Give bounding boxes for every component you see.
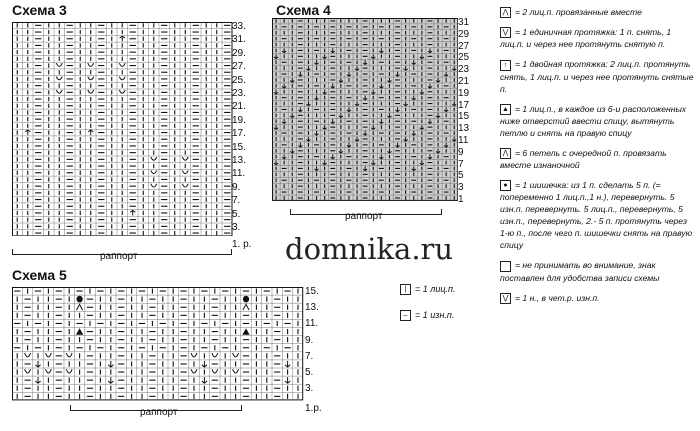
stitch-symbol (285, 377, 290, 383)
row-number: 11. (305, 318, 319, 330)
stitch-symbol (35, 361, 40, 367)
legend-text: = 1 двойная протяжка: 2 лиц.п. протянуть снять, 1 лиц.п. и через нее протянуть снятые п. (500, 59, 694, 94)
scheme3-rapport-label: раппорт (100, 251, 138, 262)
stitch-symbol (151, 170, 157, 173)
knit-icon: | (400, 284, 411, 295)
stitch-symbol (25, 369, 31, 373)
row-number: 25 (458, 52, 470, 64)
row-number: 7. (305, 350, 314, 362)
stitch-symbol (120, 36, 125, 41)
row-number: 7 (458, 158, 464, 170)
stitch-symbol (56, 77, 62, 80)
stitch-symbol (119, 63, 125, 66)
stitch-symbol (243, 296, 249, 303)
row-number: 15. (232, 141, 246, 153)
row-number: 21. (232, 101, 246, 113)
stitch-symbol (119, 90, 125, 93)
row-number: 13. (232, 155, 246, 166)
stitch-symbol (45, 369, 51, 373)
row-number: 33. (232, 21, 246, 32)
row-number: 7. (232, 195, 241, 207)
single-skp-icon: ⋁ (500, 27, 511, 38)
stitch-symbol (242, 328, 249, 334)
legend-text: = 1 н., в чет.р. изн.п. (515, 292, 600, 303)
stitch-symbol (88, 63, 94, 66)
legend-item-single-skp (500, 26, 695, 50)
row-number: 31 (458, 17, 470, 28)
row-number: 3. (305, 383, 314, 395)
mini-legend-purl (400, 310, 454, 321)
stitch-symbol (202, 377, 207, 383)
row-number: 3. (232, 222, 241, 233)
scheme3-grid (12, 22, 234, 236)
row-number: 5 (458, 170, 464, 182)
stitch-symbol (119, 77, 125, 80)
legend-text: = 1 единичная протяжка: 1 п. снять, 1 лиц.п. и через нее протянуть снятую п. (500, 27, 672, 50)
row-number: 29. (232, 47, 246, 59)
row-number: 19 (458, 87, 470, 99)
stitch-symbol (108, 361, 113, 367)
stitch-symbol (191, 369, 197, 373)
no-stitch-icon (500, 261, 511, 272)
legend-item-no-stitch (500, 259, 695, 283)
stitch-symbol (88, 77, 94, 80)
stitch-symbol (76, 296, 82, 303)
legend-item-bobble (500, 179, 695, 251)
stitch-symbol (202, 361, 207, 367)
stitch-symbol (66, 353, 72, 357)
row-number: 23 (458, 64, 470, 76)
row-number: 1 (458, 194, 464, 205)
scheme5-grid (12, 287, 304, 401)
row-number: 13 (458, 123, 470, 135)
row-number: 31. (232, 34, 246, 46)
stitch-symbol (191, 353, 197, 357)
legend-item-yarn-over-purl (500, 292, 695, 304)
row-number: 29 (458, 28, 470, 40)
scheme4-row-numbers (458, 18, 488, 208)
stitch-symbol (25, 130, 30, 135)
mini-legend-knit-text: = 1 лиц.п. (415, 284, 456, 294)
triangle-icon: ▲ (500, 104, 511, 115)
stitch-symbol (88, 90, 94, 93)
row-number: 5. (305, 367, 314, 378)
row-number: 5. (232, 208, 241, 220)
row-number: 21 (458, 76, 470, 87)
stitch-symbol (233, 353, 239, 357)
symbol-legend (500, 6, 695, 312)
stitch-symbol (151, 157, 157, 160)
row-number: 15 (458, 111, 470, 123)
stitch-symbol (182, 170, 188, 173)
stitch-symbol (182, 184, 188, 187)
legend-item-six-together (500, 147, 695, 171)
stitch-symbol (76, 304, 82, 310)
stitch-symbol (243, 304, 249, 310)
row-number: 27 (458, 40, 470, 52)
stitch-symbol (151, 184, 157, 187)
row-number: 17. (232, 128, 246, 140)
row-number: 3 (458, 182, 464, 194)
stitch-symbol (182, 157, 188, 160)
row-number: 19. (232, 114, 246, 126)
purl-icon: – (400, 310, 411, 321)
scheme5-rapport-label: раппорт (140, 407, 178, 418)
row-number: 9. (305, 334, 314, 346)
row-number: 23. (232, 88, 246, 99)
legend-text: = 1 лиц.п., в каждое из 6-и расположенных ниже отверстий ввести спицу, вытянуть петлю и снять на правую спицу (500, 103, 687, 138)
mini-legend-purl-text: = 1 изн.п. (415, 310, 455, 320)
scheme4-title: Схема 4 (276, 2, 331, 18)
stitch-symbol (25, 353, 31, 357)
legend-item-triangle (500, 103, 695, 139)
stitch-symbol (233, 369, 239, 373)
row-number: 25. (232, 74, 246, 86)
row-number: 9 (458, 146, 464, 158)
scheme5-row-numbers (305, 287, 335, 417)
stitch-symbol (35, 377, 40, 383)
stitch-symbol (212, 369, 218, 373)
legend-text: = 6 петель с очередной п. провязать вместе изнаночной (500, 147, 667, 171)
double-skp-icon: ↑ (500, 60, 511, 71)
six-together-icon: ⋀ (500, 148, 511, 159)
bobble-icon: ● (500, 180, 511, 191)
row-number: 11. (232, 168, 246, 180)
scheme3-title: Схема 3 (12, 2, 67, 18)
scheme4-grid (272, 18, 458, 202)
stitch-symbol (88, 130, 93, 135)
legend-text: = 2 лиц.п. провязанные вместе (515, 7, 642, 17)
row-number: 15. (305, 286, 319, 297)
legend-item-double-skp (500, 58, 695, 94)
stitch-symbol (56, 63, 62, 66)
first-row-label: 1. р. (232, 239, 252, 251)
stitch-symbol (130, 210, 135, 215)
site-watermark: domnika.ru (285, 232, 454, 266)
stitch-symbol (285, 361, 290, 367)
legend-text: = не принимать во внимание, знак поставлен для удобства записи схемы (500, 260, 660, 283)
row-number: 17 (458, 99, 470, 111)
stitch-symbol (108, 377, 113, 383)
row-number: 27. (232, 61, 246, 73)
scheme3-row-numbers (232, 22, 262, 252)
row-number: 11 (458, 135, 469, 146)
k2tog-icon: ⋀ (500, 7, 511, 18)
mini-legend-knit (400, 284, 455, 295)
scheme5-title: Схема 5 (12, 267, 67, 283)
first-row-label: 1.р. (305, 403, 322, 415)
stitch-symbol (45, 353, 51, 357)
legend-text: = 1 шишечка: из 1 п. сделать 5 п. (= попеременно 1 лиц.п.,1 н.), перевернуть. 5 изн.п. перевернуть. 5 лиц.п., перевернуть, 5 изн.п., перевернуть, 2.- 5 п. протянуть через 1-ю п., после чего п. шишечки снять на правую спицу (500, 180, 693, 251)
row-number: 13. (305, 302, 319, 314)
stitch-symbol (56, 90, 62, 93)
stitch-symbol (66, 369, 72, 373)
legend-item-k2tog (500, 6, 695, 18)
row-number: 9. (232, 181, 241, 193)
stitch-symbol (212, 353, 218, 357)
scheme4-rapport-label: раппорт (345, 211, 383, 222)
yarn-over-purl-icon: ⋁ (500, 293, 511, 304)
stitch-symbol (76, 328, 83, 334)
